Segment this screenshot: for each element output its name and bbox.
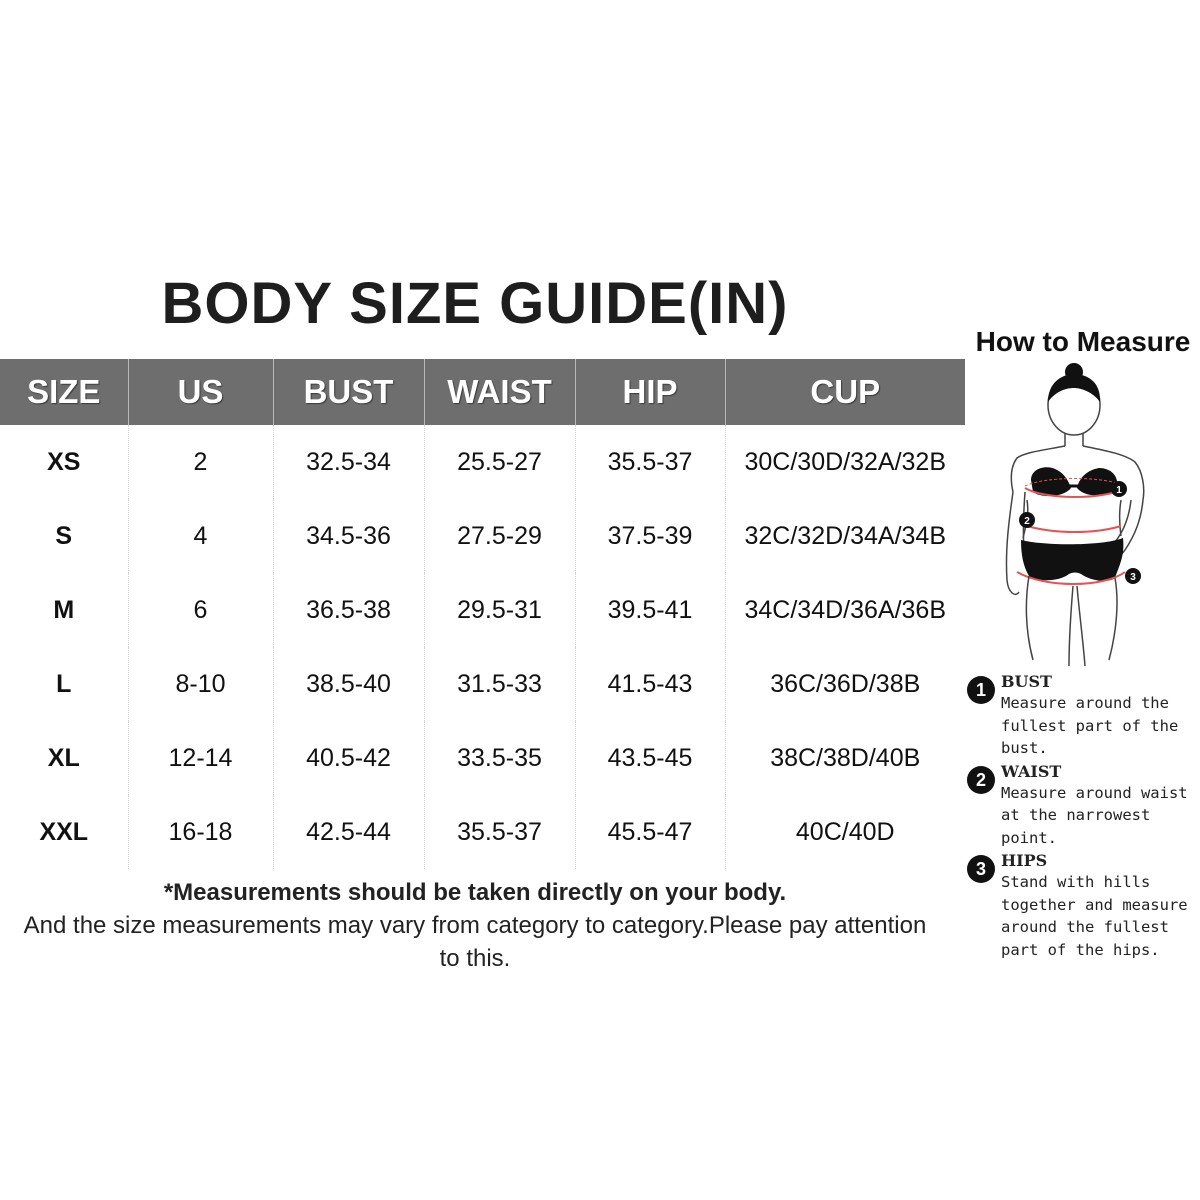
- cell-size: XS: [0, 425, 128, 499]
- header-cup: CUP: [725, 359, 965, 425]
- cell-bust: 32.5-34: [273, 425, 424, 499]
- table-row: [0, 425, 965, 499]
- cell-us: 6: [128, 573, 273, 647]
- cell-hip: 45.5-47: [575, 795, 725, 869]
- cell-waist: 25.5-27: [424, 425, 575, 499]
- step-description: Measure around the fullest part of the bust.: [1001, 694, 1179, 757]
- cell-hip: 37.5-39: [575, 499, 725, 573]
- step-label: HIPS: [1001, 851, 1048, 870]
- cell-waist: 35.5-37: [424, 795, 575, 869]
- cell-waist: 33.5-35: [424, 721, 575, 795]
- step-number-badge: 2: [967, 766, 995, 794]
- note-line-2: And the size measurements may vary from category to category.Please pay attention to this.: [23, 912, 927, 972]
- page-title: BODY SIZE GUIDE(IN): [161, 271, 789, 336]
- step-description: Stand with hills together and measure around the fullest part of the hips.: [1001, 873, 1188, 959]
- svg-text:3: 3: [1130, 572, 1136, 583]
- table-row: [0, 647, 965, 721]
- cell-bust: 38.5-40: [273, 647, 424, 721]
- step-bust: [966, 672, 1200, 760]
- table-row: [0, 795, 965, 869]
- table-row: [0, 499, 965, 573]
- table-row: [0, 573, 965, 647]
- header-hip: HIP: [575, 359, 725, 425]
- step-description: Measure around waist at the narrowest point.: [1001, 783, 1188, 847]
- cell-us: 12-14: [128, 721, 273, 795]
- measure-steps: [966, 672, 1200, 963]
- table-header-row: [0, 359, 965, 425]
- cell-size: XXL: [0, 795, 128, 869]
- cell-cup: 30C/30D/32A/32B: [744, 447, 947, 476]
- cell-us: 16-18: [128, 795, 273, 869]
- step-number-badge: 3: [967, 855, 995, 883]
- cell-hip: 35.5-37: [575, 425, 725, 499]
- table-row: [0, 721, 965, 795]
- cell-cup: 34C/34D/36A/36B: [744, 595, 947, 624]
- cell-bust: 40.5-42: [273, 721, 424, 795]
- header-size: SIZE: [0, 359, 128, 425]
- step-label: BUST: [1001, 672, 1052, 691]
- cell-us: 2: [128, 425, 273, 499]
- header-waist: WAIST: [424, 359, 575, 425]
- step-label: WAIST: [1001, 761, 1062, 781]
- note-line-1: *Measurements should be taken directly on your body.: [163, 879, 787, 906]
- cell-bust: 42.5-44: [273, 795, 424, 869]
- step-hips: [966, 851, 1200, 961]
- cell-hip: 43.5-45: [575, 721, 725, 795]
- how-to-measure-title: How to Measure: [975, 326, 1191, 357]
- cell-size: L: [0, 647, 128, 721]
- body-figure-icon: [985, 360, 1175, 680]
- cell-waist: 31.5-33: [424, 647, 575, 721]
- svg-text:2: 2: [1024, 516, 1030, 527]
- cell-waist: 27.5-29: [424, 499, 575, 573]
- measurement-note: [20, 876, 930, 975]
- cell-hip: 39.5-41: [575, 573, 725, 647]
- cell-bust: 34.5-36: [273, 499, 424, 573]
- svg-text:1: 1: [1116, 485, 1122, 496]
- cell-size: M: [0, 573, 128, 647]
- step-number-badge: 1: [967, 676, 995, 704]
- size-chart-table: [0, 359, 965, 869]
- header-us: US: [128, 359, 273, 425]
- cell-cup: 40C/40D: [795, 817, 895, 846]
- cell-hip: 41.5-43: [575, 647, 725, 721]
- cell-size: XL: [0, 721, 128, 795]
- header-bust: BUST: [273, 359, 424, 425]
- cell-us: 8-10: [128, 647, 273, 721]
- cell-us: 4: [128, 499, 273, 573]
- cell-cup: 36C/36D/38B: [770, 669, 921, 698]
- cell-cup: 38C/38D/40B: [770, 743, 921, 772]
- cell-cup: 32C/32D/34A/34B: [744, 521, 947, 550]
- step-waist: [966, 762, 1200, 850]
- cell-waist: 29.5-31: [424, 573, 575, 647]
- cell-size: S: [0, 499, 128, 573]
- cell-bust: 36.5-38: [273, 573, 424, 647]
